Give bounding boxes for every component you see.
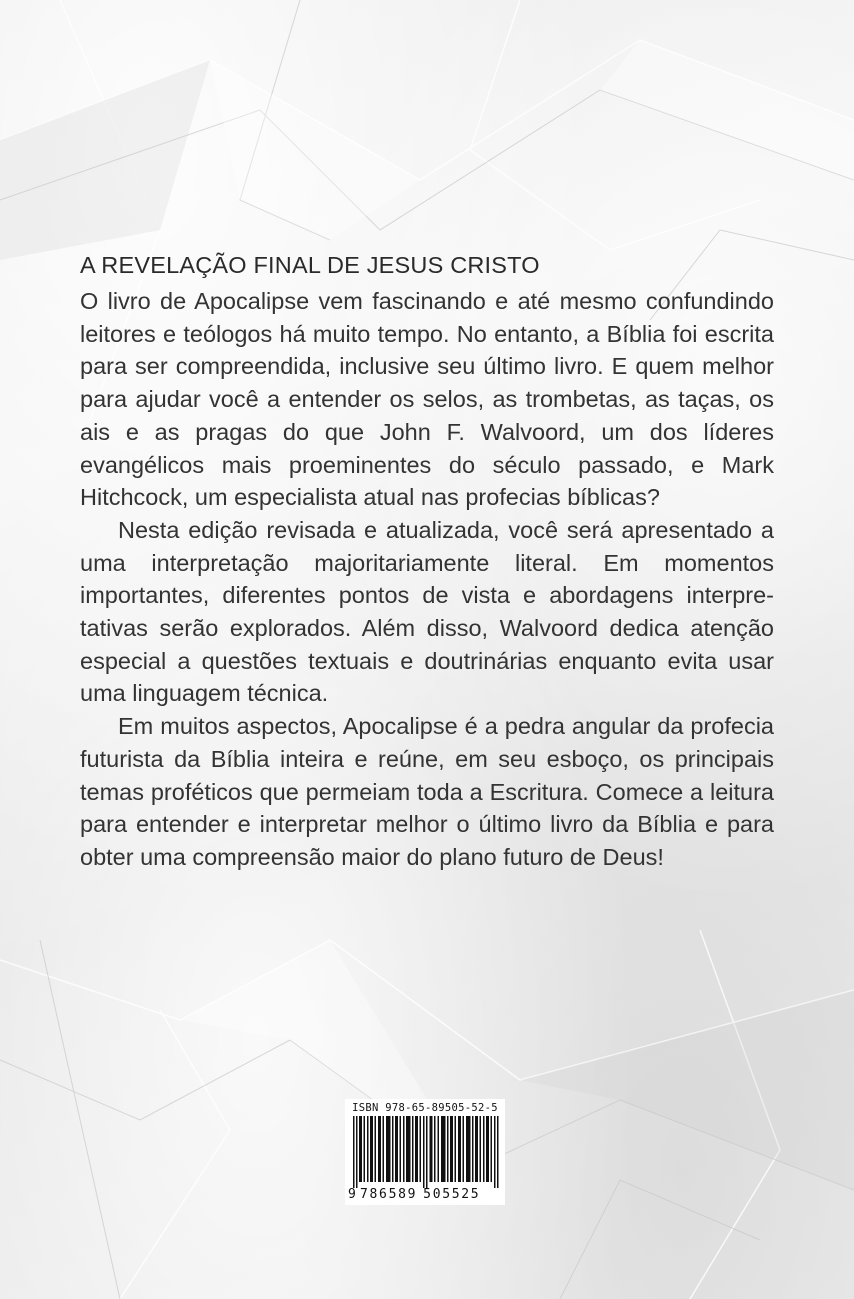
barcode-digits-left: 786589 — [360, 1187, 418, 1202]
back-cover-title: A REVELAÇÃO FINAL DE JESUS CRISTO — [80, 252, 540, 278]
isbn-barcode — [345, 1099, 505, 1205]
barcode-digit-first: 9 — [348, 1187, 356, 1202]
synopsis-paragraph-1: O livro de Apocalipse vem fascinando e até mesmo confundindo leitores e teólogos há muito tempo. No entanto, a Bíblia foi escrita para ser compreendida, inclusive seu último livro. E quem melhor para ajudar você a entender os selos, as trombetas, as taças, os ais e as pragas do que John F. Walvoord, um dos líderes evangélicos mais proeminentes do século passado, e Mark Hitchcock, um especialista atual nas profecias bíblicas? — [80, 288, 774, 511]
synopsis-paragraph-3: Em muitos aspectos, Apocalipse é a pedra angular da profecia futurista da Bíblia inteira e reúne, em seu esboço, os principais temas proféticos que permeiam toda a Escritura. Comece a leitura para entender e interpretar melhor o último livro da Bíblia e para obter uma compreensão maior do plano futuro de Deus! — [80, 713, 774, 870]
synopsis-paragraph-2: Nesta edição revisada e atualizada, você será apresentado a uma interpretação majoritariamente literal. Em momentos importantes, diferentes pontos de vista e abordagens interpretativas serão explorados. Além disso, Walvoord dedica atenção especial a questões textuais e doutrinárias enquanto evita usar uma linguagem técnica. — [80, 516, 774, 707]
synopsis — [80, 252, 774, 874]
barcode-digits-right: 505525 — [423, 1187, 481, 1202]
isbn-label: ISBN 978-65-89505-52-5 — [352, 1102, 498, 1114]
barcode-digits — [348, 1187, 503, 1202]
barcode-bars — [353, 1116, 501, 1188]
